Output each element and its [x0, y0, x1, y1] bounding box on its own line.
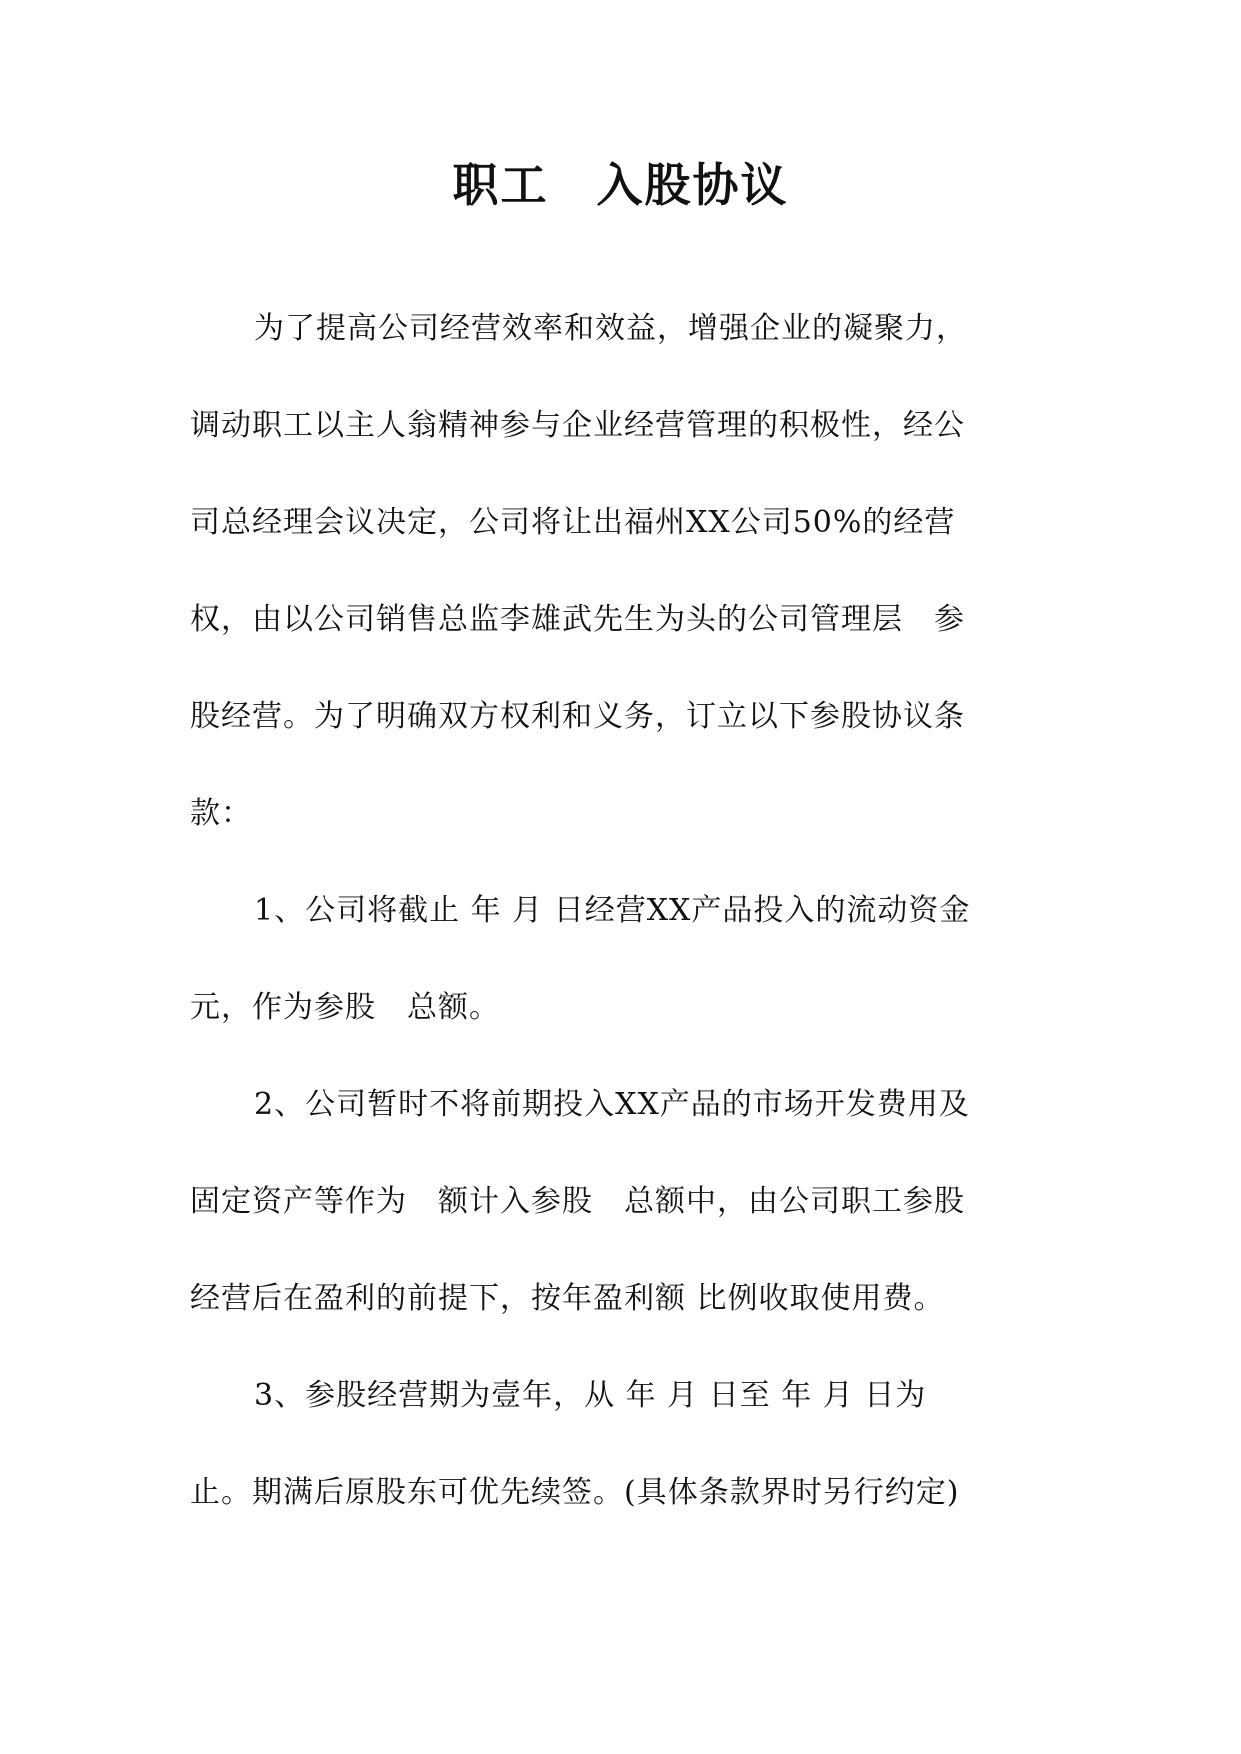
document-title: 职工 入股协议 [452, 158, 789, 212]
clause-2-line-3: 经营后在盈利的前提下，按年盈利额 比例收取使用费。 [190, 1281, 945, 1316]
paragraph-intro-line-6: 款： [190, 796, 252, 831]
paragraph-intro-line-2: 调动职工以主人翁精神参与企业经营管理的积极性，经公 [190, 408, 965, 443]
paragraph-intro-line-3: 司总经理会议决定，公司将让出福州XX公司50%的经营 [190, 505, 956, 540]
clause-1-line-1: 1、公司将截止 年 月 日经营XX产品投入的流动资金 [254, 893, 971, 928]
paragraph-intro-line-1: 为了提高公司经营效率和效益，增强企业的凝聚力， [254, 311, 967, 346]
paragraph-intro-line-4: 权，由以公司销售总监李雄武先生为头的公司管理层 参 [190, 602, 965, 637]
clause-2-line-1: 2、公司暂时不将前期投入XX产品的市场开发费用及 [254, 1087, 970, 1122]
clause-3-line-2: 止。期满后原股东可优先续签。(具体条款界时另行约定) [190, 1475, 960, 1510]
clause-3-line-1: 3、参股经营期为壹年，从 年 月 日至 年 月 日为 [254, 1378, 927, 1413]
clause-2-line-2: 固定资产等作为 额计入参股 总额中，由公司职工参股 [190, 1184, 965, 1219]
clause-1-line-2: 元，作为参股 总额。 [190, 990, 500, 1025]
paragraph-intro-line-5: 股经营。为了明确双方权利和义务，订立以下参股协议条 [190, 699, 965, 734]
